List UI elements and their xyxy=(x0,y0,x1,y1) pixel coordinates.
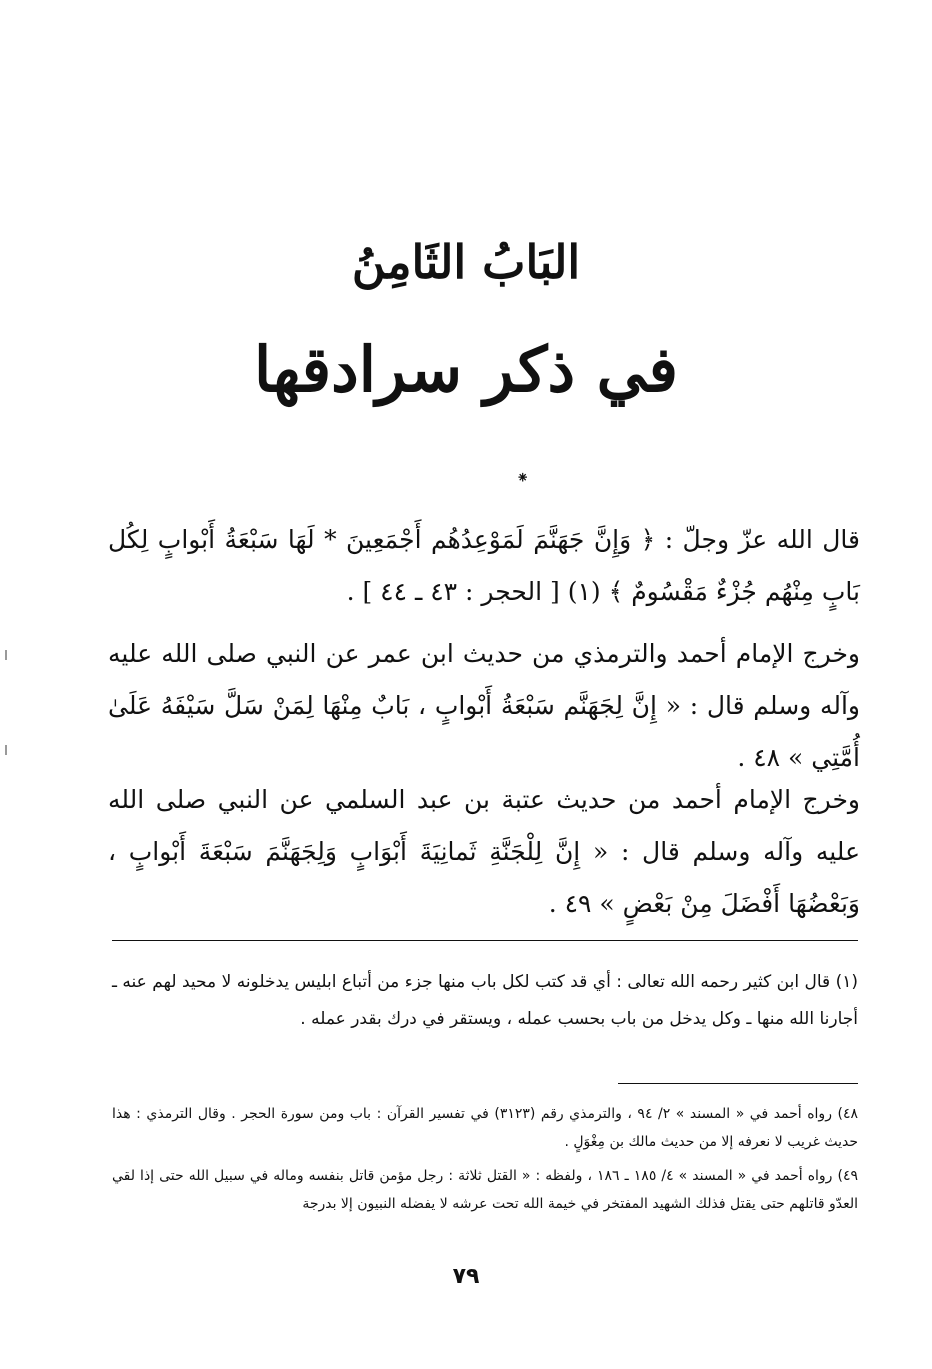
page-number: ٧٩ xyxy=(452,1264,480,1289)
source-notes-divider xyxy=(618,1083,858,1084)
scan-edge-mark xyxy=(5,745,7,755)
footnote-1: (١) قال ابن كثير رحمه الله تعالى : أي قد كتب لكل باب منها جزء من أتباع ابليس يدخلونه لا محيد لهم عنه ـ أجارنا الله منها ـ وكل يدخل من باب بحسب عمله ، ويستقر في درك بقدر عمله . xyxy=(112,972,858,1029)
paragraph-hadith-ibn-umar: وخرج الإمام أحمد والترمذي من حديث ابن عمر عن النبي صلى الله عليه وآله وسلم قال : « إِنَّ لِجَهَنَّم سَبْعَةُ أَبْوابٍ ، بَابٌ مِنْهَا لِمَنْ سَلَّ سَيْفَهُ عَلَىٰ أُمَّتِي » ٤٨ . xyxy=(108,639,860,772)
paragraph-quran-verse: قال الله عزّ وجلّ : ﴿ وَإِنَّ جَهَنَّمَ لَمَوْعِدُهُم أَجْمَعِينَ * لَهَا سَبْعَةُ أَبْوابٍ لِكُل بَابٍ مِنْهُم جُزْءٌ مَقْسُومٌ ﴾ (١) [ الحجر : ٤٣ ـ ٤٤ ] . xyxy=(108,525,860,606)
ornament-icon: ⁕ xyxy=(516,468,530,487)
paragraph-hadith-utbah: وخرج الإمام أحمد من حديث عتبة بن عبد السلمي عن النبي صلى الله عليه وآله وسلم قال : « إِنَّ لِلْجَنَّةِ ثَمانِيَةَ أَبْوَابٍ وَلِجَهَنَّمَ سَبْعَةَ أَبْوابٍ ، وَبَعْضُهَا أَفْضَلَ مِنْ بَعْضٍ » ٤٩ . xyxy=(108,785,860,918)
chapter-title: البَابُ الثَامِنُ xyxy=(351,235,581,289)
footnote-49: ٤٩) رواه أحمد في « المسند » ٤/ ١٨٥ ـ ١٨٦ ، ولفظه : « القتل ثلاثة : رجل مؤمن قاتل بنفسه وماله في سبيل الله حتى إذا لقي العدّو قاتلهم حتى يقتل فذلك الشهيد المفتخر في خيمة الله تحت عرشه لا يفضله النبيون إلا بدرجة xyxy=(112,1168,858,1212)
footnote-48: ٤٨) رواه أحمد في « المسند » ٢/ ٩٤ ، والترمذي رقم (٣١٢٣) في تفسير القرآن : باب ومن سورة الحجر . وقال الترمذي : هذا حديث غريب لا نعرفه إلا من حديث مالك بن مِغْوَلٍ . xyxy=(112,1106,858,1150)
chapter-subtitle: في ذكر سرادقها xyxy=(254,333,678,406)
footnote-divider xyxy=(112,940,858,941)
scan-edge-mark xyxy=(5,650,7,660)
